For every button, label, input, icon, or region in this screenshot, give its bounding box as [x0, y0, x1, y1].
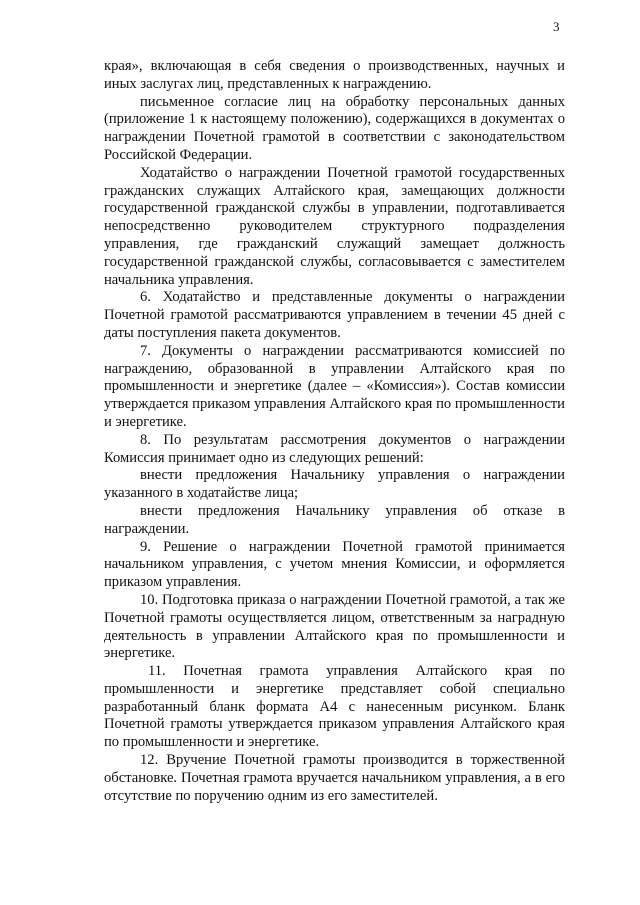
- paragraph-item-9: 9. Решение о награждении Почетной грамотой принимается начальником управления, с учетом мнения Комиссии, и оформляется приказом управления.: [104, 538, 565, 591]
- paragraph-item-6: 6. Ходатайство и представленные документы о награждении Почетной грамотой рассматриваются управлением в течении 45 дней с даты поступления пакета документов.: [104, 289, 565, 341]
- paragraph-consent: письменное согласие лиц на обработку персональных данных (приложение 1 к настоящему положению), содержащихся в документах о награждении Почетной грамотой в соответствии с законодательством Российской Федерации.: [104, 93, 565, 163]
- paragraph-decision-1: внести предложения Начальнику управления о награждении указанного в ходатайстве лица;: [104, 467, 565, 502]
- paragraph-continuation: края», включающая в себя сведения о производственных, научных и иных заслугах лиц, представленных к награждению.: [104, 58, 565, 92]
- paragraph-item-12: 12. Вручение Почетной грамоты производится в торжественной обстановке. Почетная грамота вручается начальником управления, а в его отсутствие по поручению одним из его заместителей.: [104, 752, 565, 804]
- paragraph-item-11: 11. Почетная грамота управления Алтайского края по промышленности и энергетике представляет собой специально разработанный бланк формата А4 с нанесенным рисунком. Бланк Почетной грамоты утверждается приказом управления Алтайского края по промышленности и энергетике.: [104, 663, 565, 751]
- paragraph-item-8: 8. По результатам рассмотрения документов о награждении Комиссия принимает одно из следующих решений:: [104, 431, 565, 466]
- document-body: [104, 58, 565, 805]
- paragraph-item-7: 7. Документы о награждении рассматриваются комиссией по награждению, образованной в управлении Алтайского края по промышленности и энергетике (далее – «Комиссия»). Состав комиссии утверждается приказом управления Алтайского края по промышленности и энергетике.: [104, 342, 565, 430]
- paragraph-decision-2: внести предложения Начальнику управления об отказе в награждении.: [104, 502, 565, 537]
- page-number: 3: [553, 19, 560, 34]
- paragraph-petition: Ходатайство о награждении Почетной грамотой государственных гражданских служащих Алтайского края, замещающих должности государственной гражданской службы в управлении, подготавливается непосредственно руководителем структурного подразделения управления, где гражданский служащий замещает должность государственной гражданской службы, согласовывается с заместителем начальника управления.: [104, 164, 565, 288]
- paragraph-item-10: 10. Подготовка приказа о награждении Почетной грамотой, а так же Почетной грамоты осуществляется лицом, ответственным за наградную деятельность в управлении Алтайского края по промышленности и энергетике.: [104, 591, 565, 662]
